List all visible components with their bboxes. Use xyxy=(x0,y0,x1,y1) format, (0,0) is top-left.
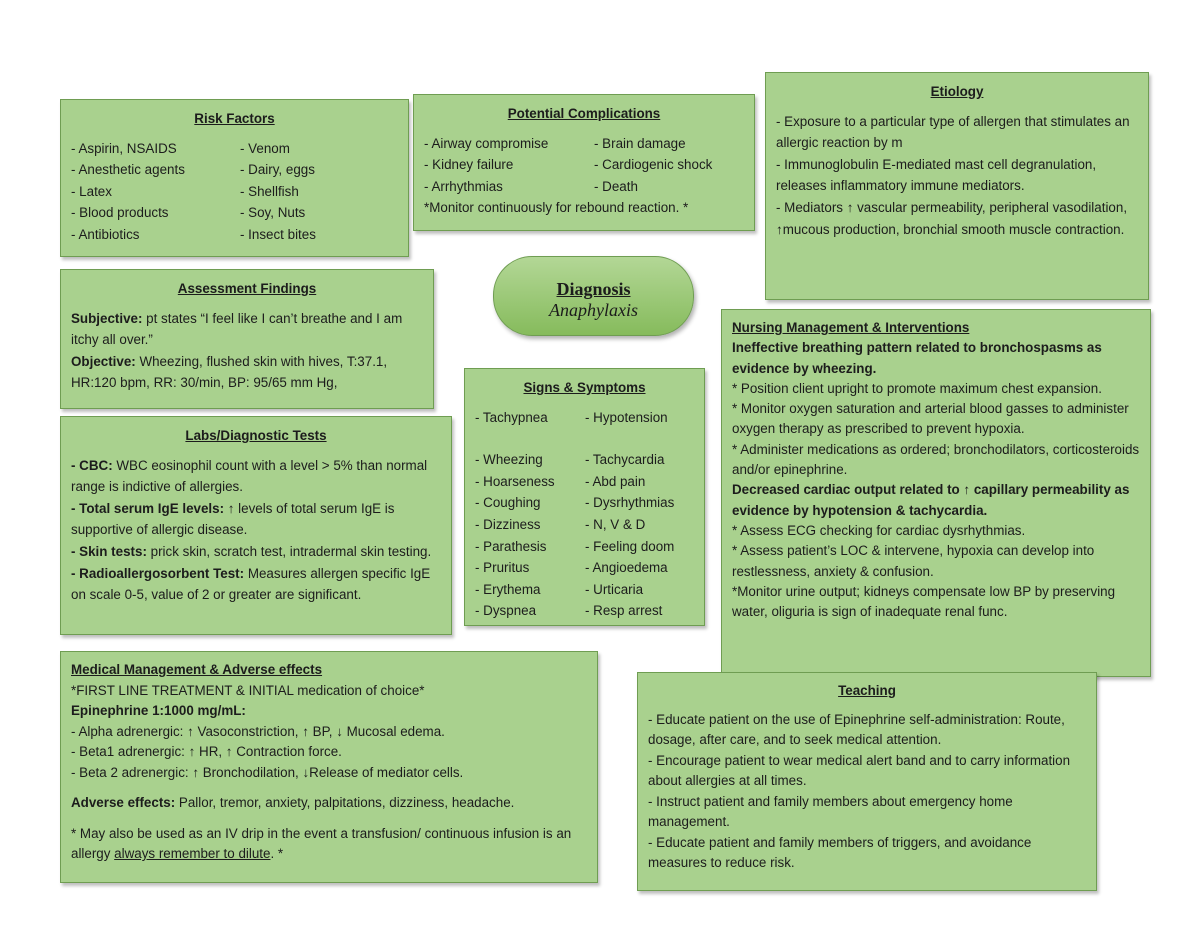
list-item: - Arrhythmias xyxy=(424,178,503,194)
lab-label: - Total serum IgE levels: xyxy=(71,500,225,516)
list-item: - Urticaria xyxy=(585,581,644,597)
subjective-text xyxy=(71,308,423,351)
teaching-item: - Instruct patient and family members about emergency home management. xyxy=(648,793,1013,829)
etiology-line: - Immunoglobulin E-mediated mast cell degranulation, releases inflammatory immune mediators. xyxy=(776,156,1097,194)
teaching-item: - Educate patient on the use of Epinephrine self-administration: Route, dosage, after care, and to seek medical attention. xyxy=(648,711,1065,747)
iv-note-text: * May also be used as an IV drip in the event a transfusion/ continuous infusion is an allergy xyxy=(71,825,572,861)
lab-text: WBC eosinophil count with a level > 5% than normal range is indictive of allergies. xyxy=(71,457,428,495)
list-item: - Dairy, eggs xyxy=(240,162,315,178)
risk-factors-box xyxy=(60,99,409,257)
lab-item xyxy=(71,541,441,563)
lab-item xyxy=(71,455,441,498)
drug-effect: - Alpha adrenergic: ↑ Vasoconstriction, ↑ BP, ↓ Mucosal edema. xyxy=(71,723,445,739)
list-item: - Blood products xyxy=(71,205,169,221)
iv-note-end: . * xyxy=(270,846,284,861)
objective-label: Objective: xyxy=(71,353,136,369)
lab-item xyxy=(71,563,441,606)
lab-text: prick skin, scratch test, intradermal skin testing. xyxy=(146,543,432,559)
labs-box xyxy=(60,416,452,635)
etiology-line: - Exposure to a particular type of allergen that stimulates an allergic reaction by m xyxy=(776,113,1130,151)
teaching-box xyxy=(637,672,1097,891)
subjective-label: Subjective: xyxy=(71,310,143,326)
lab-text: Measures allergen specific IgE on scale 0-5, value of 2 or greater are significant. xyxy=(71,565,431,603)
list-item: - Resp arrest xyxy=(585,603,663,619)
list-item: - Tachycardia xyxy=(585,452,665,468)
teaching-item: - Educate patient and family members of triggers, and avoidance measures to reduce risk. xyxy=(648,834,1032,870)
subjective-value: pt states “I feel like I can’t breathe and I am itchy all over.” xyxy=(71,310,403,348)
adverse-effects xyxy=(71,793,587,814)
nursing-diagnosis-1: Ineffective breathing pattern related to bronchospasms as evidence by wheezing. xyxy=(732,340,1102,376)
list-item: - Wheezing xyxy=(475,452,543,468)
etiology-line: - Mediators ↑ vascular permeability, peripheral vasodilation, ↑mucous production, bronchial smooth muscle contraction. xyxy=(776,199,1128,237)
list-item: - Dyspnea xyxy=(475,603,537,619)
diagnosis-name: Anaphylaxis xyxy=(549,300,638,320)
etiology-title: Etiology xyxy=(930,84,984,99)
list-item: - Anesthetic agents xyxy=(71,162,185,178)
complications-box xyxy=(413,94,755,231)
list-item: - Tachypnea xyxy=(475,409,548,425)
list-item: - Erythema xyxy=(475,581,541,597)
list-item: - Airway compromise xyxy=(424,135,549,151)
drug-effect: - Beta 2 adrenergic: ↑ Bronchodilation, ↓Release of mediator cells. xyxy=(71,764,464,780)
lab-label: - Radioallergosorbent Test: xyxy=(71,565,245,581)
list-item: - Shellfish xyxy=(240,183,299,199)
list-item: - Feeling doom xyxy=(585,538,675,554)
medical-title: Medical Management & Adverse effects xyxy=(71,662,323,677)
first-line-text: *FIRST LINE TREATMENT & INITIAL medication of choice* xyxy=(71,682,425,698)
etiology-box xyxy=(765,72,1149,300)
nursing-title: Nursing Management & Interventions xyxy=(732,320,970,335)
objective-text xyxy=(71,351,423,394)
diagnosis-pill xyxy=(493,256,694,336)
assessment-title: Assessment Findings xyxy=(177,281,317,296)
list-item: - Insect bites xyxy=(240,226,316,242)
lab-text: ↑ levels of total serum IgE is supportive of allergic disease. xyxy=(71,500,395,538)
adverse-label: Adverse effects: xyxy=(71,795,176,810)
labs-title: Labs/Diagnostic Tests xyxy=(185,428,327,443)
signs-title: Signs & Symptoms xyxy=(523,380,646,395)
list-item: - N, V & D xyxy=(585,516,646,532)
adverse-text: Pallor, tremor, anxiety, palpitations, dizziness, headache. xyxy=(175,795,515,810)
list-item: - Hypotension xyxy=(585,409,668,425)
diagnosis-label: Diagnosis xyxy=(556,279,631,299)
list-item: - Death xyxy=(594,178,638,194)
lab-item xyxy=(71,498,441,541)
list-item: - Abd pain xyxy=(585,473,646,489)
intervention-item: * Administer medications as ordered; bronchodilators, corticosteroids and/or epinephrine. xyxy=(732,441,1140,478)
list-item: - Dysrhythmias xyxy=(585,495,675,511)
list-item: - Coughing xyxy=(475,495,541,511)
intervention-item: * Assess ECG checking for cardiac dysrhythmias. xyxy=(732,522,1026,538)
medical-box xyxy=(60,651,598,883)
list-item: - Dizziness xyxy=(475,516,541,532)
list-item: - Antibiotics xyxy=(71,226,140,242)
assessment-box xyxy=(60,269,434,409)
teaching-item: - Encourage patient to wear medical alert band and to carry information about allergies at all times. xyxy=(648,752,1071,788)
nursing-diagnosis-2: Decreased cardiac output related to ↑ capillary permeability as evidence by hypotension & tachycardia. xyxy=(732,482,1130,518)
complications-note: *Monitor continuously for rebound reaction. * xyxy=(424,200,689,216)
iv-note xyxy=(71,824,587,865)
teaching-title: Teaching xyxy=(838,683,896,698)
list-item: - Pruritus xyxy=(475,560,530,576)
lab-label: - CBC: xyxy=(71,457,113,473)
list-item: - Soy, Nuts xyxy=(240,205,306,221)
objective-value: Wheezing, flushed skin with hives, T:37.1, HR:120 bpm, RR: 30/min, BP: 95/65 mm Hg, xyxy=(71,353,388,391)
list-item: - Kidney failure xyxy=(424,157,514,173)
drug-name: Epinephrine 1:1000 mg/mL: xyxy=(71,703,246,718)
list-item: - Latex xyxy=(71,183,112,199)
list-item: - Angioedema xyxy=(585,560,668,576)
intervention-item: * Position client upright to promote maximum chest expansion. xyxy=(732,380,1102,396)
list-item: - Brain damage xyxy=(594,135,686,151)
list-item: - Venom xyxy=(240,140,290,156)
list-item: - Aspirin, NSAIDS xyxy=(71,140,177,156)
signs-box xyxy=(464,368,705,626)
list-item: - Cardiogenic shock xyxy=(594,157,713,173)
lab-label: - Skin tests: xyxy=(71,543,147,559)
list-item: - Parathesis xyxy=(475,538,547,554)
complications-title: Potential Complications xyxy=(507,106,661,121)
iv-note-emphasis: always remember to dilute xyxy=(114,846,271,861)
drug-effect: - Beta1 adrenergic: ↑ HR, ↑ Contraction force. xyxy=(71,744,342,759)
intervention-item: * Assess patient’s LOC & intervene, hypoxia can develop into restlessness, anxiety & confusion. xyxy=(732,543,1095,579)
intervention-item: * Monitor oxygen saturation and arterial blood gasses to administer oxygen therapy as prescribed to prevent hypoxia. xyxy=(732,401,1129,437)
intervention-item: *Monitor urine output; kidneys compensate low BP by preserving water, oliguria is sign of inadequate renal func. xyxy=(732,583,1116,620)
nursing-box xyxy=(721,309,1151,677)
list-item: - Hoarseness xyxy=(475,473,555,489)
risk-factors-title: Risk Factors xyxy=(194,111,275,126)
